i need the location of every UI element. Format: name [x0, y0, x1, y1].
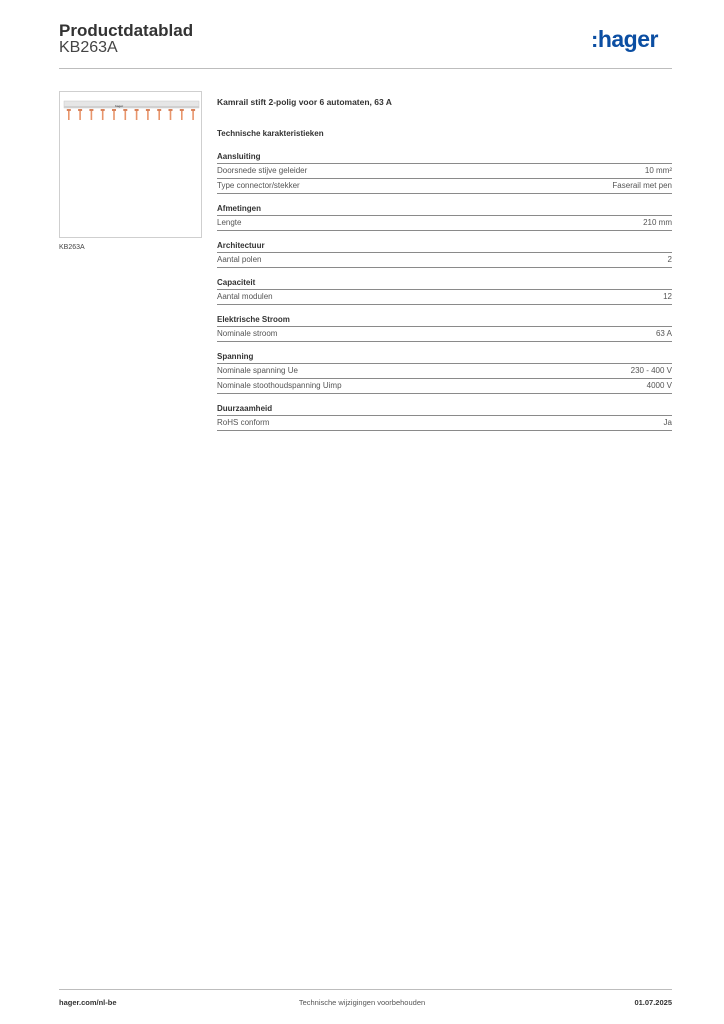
spec-row [217, 290, 672, 305]
busbar-pin-head [112, 109, 116, 111]
spec-value: Faserail met pen [612, 181, 672, 190]
busbar-pin-head [78, 109, 82, 111]
busbar-pin-head [67, 109, 71, 111]
spec-label: Nominale stoothoudspanning Uimp [217, 381, 342, 390]
spec-value: 230 - 400 V [630, 366, 672, 375]
busbar-pin-head [101, 109, 105, 111]
footer-notice: Technische wijzigingen voorbehouden [298, 998, 426, 1007]
datasheet-content [217, 95, 672, 431]
spec-label: Nominale spanning Ue [217, 366, 298, 375]
spec-value: 2 [667, 255, 672, 264]
spec-row [217, 416, 672, 431]
busbar-illustration [60, 92, 202, 238]
busbar-pins [67, 109, 195, 120]
busbar-pin-head [146, 109, 150, 111]
section-heading: Aansluiting [217, 150, 672, 164]
spec-row [217, 253, 672, 268]
product-title: Kamrail stift 2-polig voor 6 automaten, 63 A [217, 97, 392, 107]
section-heading: Afmetingen [217, 202, 672, 216]
spec-section [217, 202, 672, 231]
busbar-brand-label: hager [115, 104, 124, 108]
spec-value: Ja [663, 418, 672, 427]
spec-row [217, 179, 672, 194]
section-heading: Capaciteit [217, 276, 672, 290]
spec-row [217, 216, 672, 231]
spec-row [217, 164, 672, 179]
busbar-pin-head [169, 109, 173, 111]
busbar-pin-head [180, 109, 184, 111]
header-divider [59, 68, 672, 69]
busbar-pin-head [191, 109, 195, 111]
footer-website[interactable]: hager.com/nl-be [59, 998, 117, 1007]
product-reference: KB263A [59, 39, 118, 56]
busbar-pin-head [135, 109, 139, 111]
product-image [59, 91, 202, 238]
spec-label: Nominale stroom [217, 329, 278, 338]
footer-divider [59, 989, 672, 990]
spec-row [217, 327, 672, 342]
section-heading: Spanning [217, 350, 672, 364]
busbar-pin-head [89, 109, 93, 111]
logo-text: hager [597, 26, 658, 52]
spec-section [217, 150, 672, 194]
spec-label: Lengte [217, 218, 242, 227]
spec-section [217, 239, 672, 268]
spec-section [217, 402, 672, 431]
spec-label: Aantal polen [217, 255, 262, 264]
spec-label: RoHS conform [217, 418, 270, 427]
hager-logo: :hager [591, 26, 658, 52]
spec-label: Aantal modulen [217, 292, 273, 301]
page-title: Productdatablad [59, 21, 194, 40]
section-heading: Duurzaamheid [217, 402, 672, 416]
spec-section [217, 276, 672, 305]
section-heading: Elektrische Stroom [217, 313, 672, 327]
spec-value: 4000 V [646, 381, 672, 390]
spec-section [217, 313, 672, 342]
spec-value: 210 mm [643, 218, 672, 227]
spec-value: 63 A [655, 329, 672, 338]
busbar-pin-head [157, 109, 161, 111]
image-caption: KB263A [59, 244, 85, 251]
spec-row [217, 364, 672, 379]
tech-characteristics-heading: Technische karakteristieken [217, 129, 324, 138]
footer-date: 01.07.2025 [634, 998, 672, 1007]
spec-label: Doorsnede stijve geleider [217, 166, 308, 175]
spec-value: 12 [663, 292, 672, 301]
spec-row [217, 379, 672, 394]
section-heading: Architectuur [217, 239, 672, 253]
busbar-pin-head [123, 109, 127, 111]
spec-section [217, 350, 672, 394]
spec-value: 10 mm² [644, 166, 672, 175]
spec-label: Type connector/stekker [217, 181, 300, 190]
spec-sections [217, 150, 672, 431]
